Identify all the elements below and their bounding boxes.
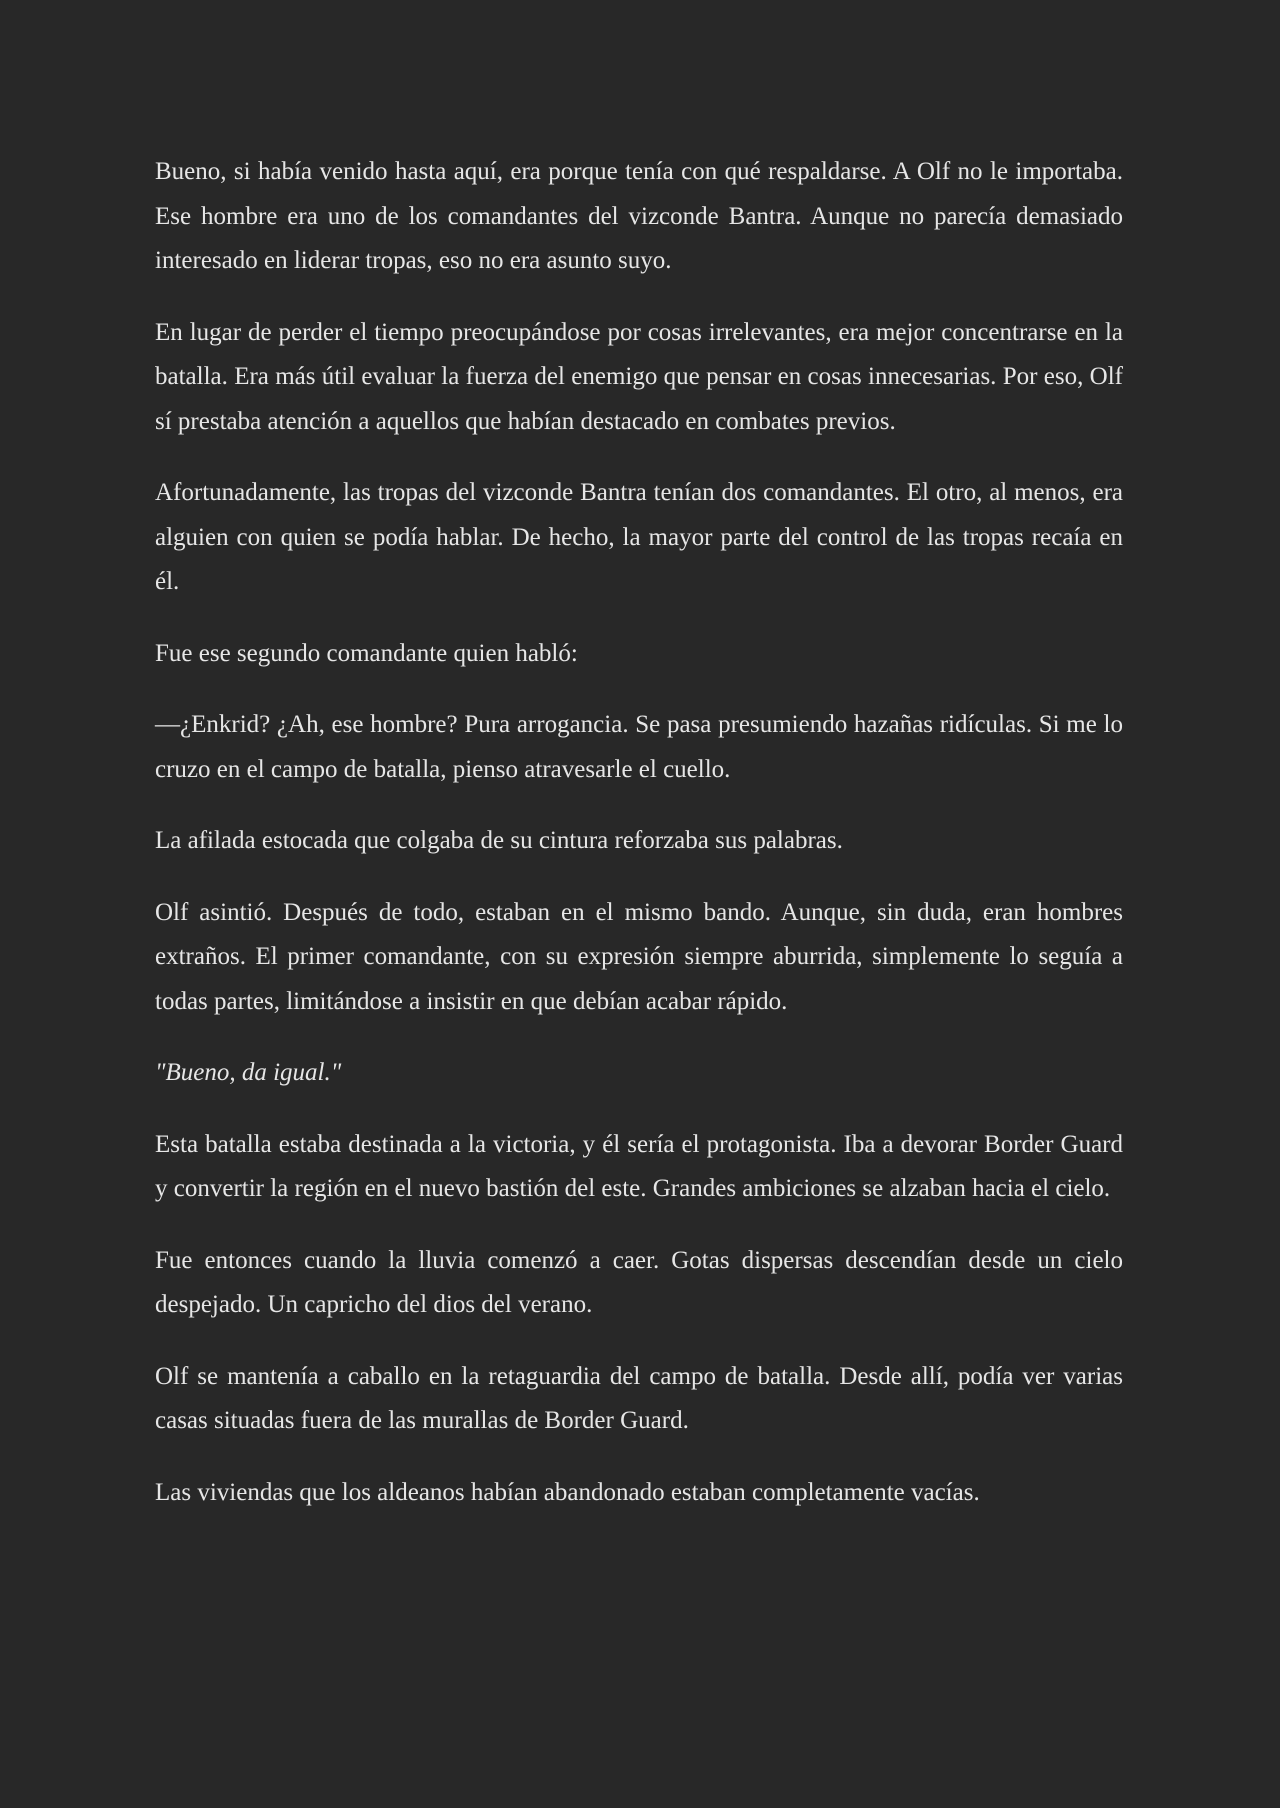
paragraph-6: La afilada estocada que colgaba de su cintura reforzaba sus palabras. (155, 827, 843, 854)
paragraph-4: Fue ese segundo comandante quien habló: (155, 639, 578, 667)
paragraph-5-dialogue: —¿Enkrid? ¿Ah, ese hombre? Pura arrogancia. Se pasa presumiendo hazañas ridículas. Si me lo cruzo en el campo de batalla, pienso atravesarle el cuello. (155, 711, 1123, 783)
paragraph-7: Olf asintió. Después de todo, estaban en el mismo bando. Aunque, sin duda, eran hombres extraños. El primer comandante, con su expresión siempre aburrida, simplemente lo seguía a todas partes, limitándose a insistir en que debían acabar rápido. (155, 898, 1123, 1015)
paragraph-2: En lugar de perder el tiempo preocupándose por cosas irrelevantes, era mejor concentrarse en la batalla. Era más útil evaluar la fuerza del enemigo que pensar en cosas innecesarias. Por eso, Olf sí prestaba atención a aquellos que habían destacado en combates previos. (155, 318, 1123, 435)
paragraph-1: Bueno, si había venido hasta aquí, era porque tenía con qué respaldarse. A Olf no le importaba. Ese hombre era uno de los comandantes del vizconde Bantra. Aunque no parecía demasiado interesado en liderar tropas, eso no era asunto suyo. (155, 158, 1123, 274)
paragraph-3: Afortunadamente, las tropas del vizconde Bantra tenían dos comandantes. El otro, al menos, era alguien con quien se podía hablar. De hecho, la mayor parte del control de las tropas recaía en él. (155, 479, 1123, 595)
paragraph-9: Esta batalla estaba destinada a la victoria, y él sería el protagonista. Iba a devorar Border Guard y convertir la región en el nuevo bastión del este. Grandes ambiciones se alzaban hacia el cielo. (155, 1130, 1123, 1202)
paragraph-8-thought: "Bueno, da igual." (155, 1059, 342, 1086)
paragraph-11: Olf se mantenía a caballo en la retaguardia del campo de batalla. Desde allí, podía ver varias casas situadas fuera de las murallas de Border Guard. (155, 1362, 1123, 1434)
paragraph-12: Las viviendas que los aldeanos habían abandonado estaban completamente vacías. (155, 1478, 980, 1506)
paragraph-10: Fue entonces cuando la lluvia comenzó a caer. Gotas dispersas descendían desde un cielo despejado. Un capricho del dios del verano. (155, 1246, 1123, 1318)
document-page (155, 150, 1123, 1542)
